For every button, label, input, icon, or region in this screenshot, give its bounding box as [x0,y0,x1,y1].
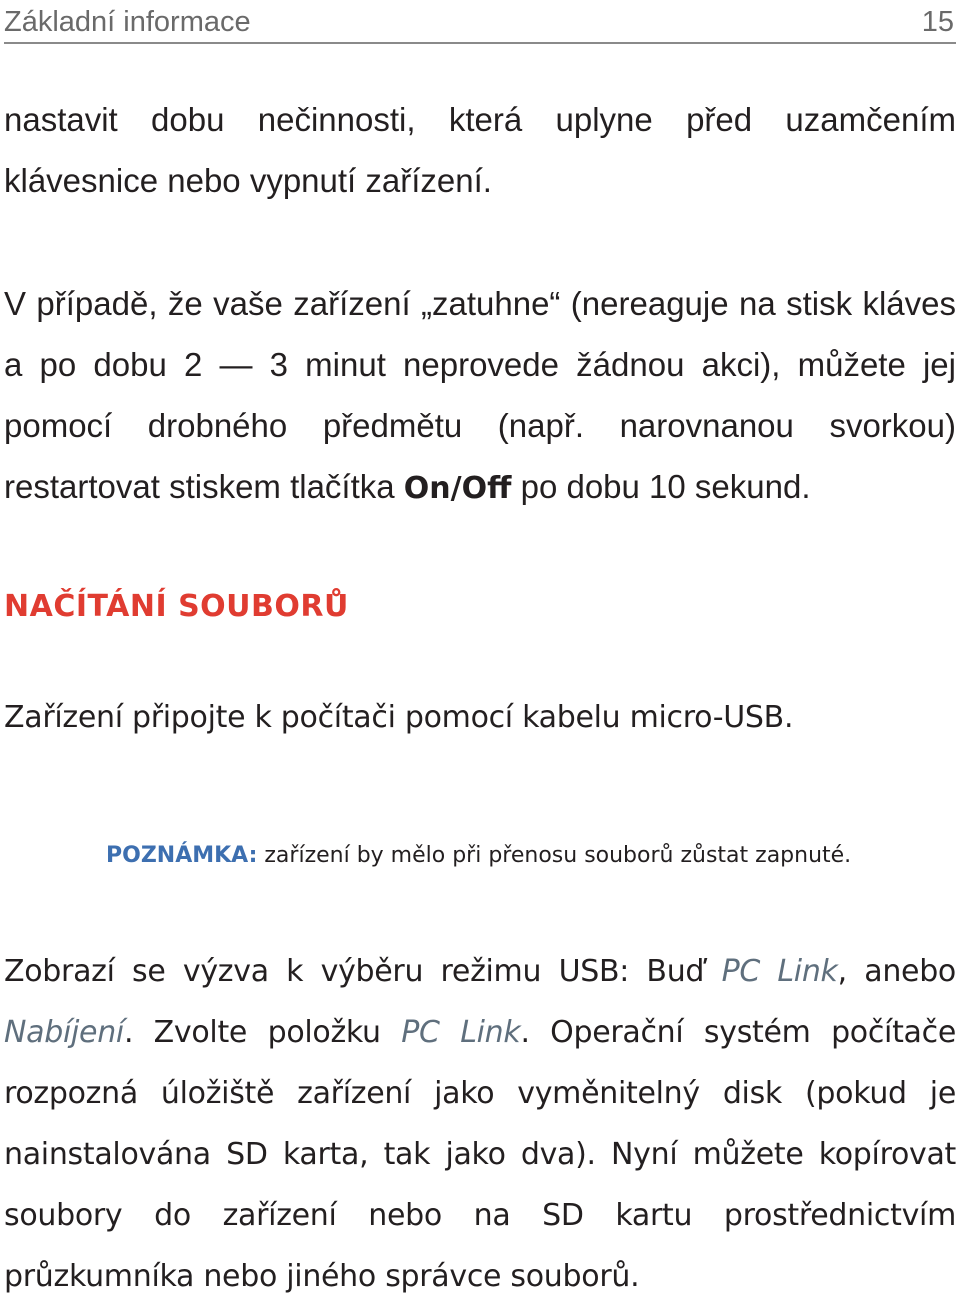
header-divider [4,42,956,44]
page-number: 15 [921,5,954,38]
paragraph-connect-text: Zařízení připojte k počítači pomocí kabelu micro-USB. [4,700,794,735]
note-label: POZNÁMKA: [106,843,258,868]
paragraph-inactivity [4,89,956,211]
section-heading-loading-files: NAČÍTÁNÍ SOUBORŮ [4,589,349,624]
paragraph-reset [4,273,956,519]
paragraph-usb-mode-part4: . Operační systém počítače rozpozná úložiště zařízení jako vyměnitelný disk (pokud je nainstalována SD karta, tak jako dva). Nyní můžete kopírovat soubory do zařízení nebo na SD kartu prostřednictvím průzkumníka nebo jiného správce souborů. [4,1015,956,1294]
paragraph-usb-mode [4,941,956,1307]
option-pc-link: PC Link [721,954,838,989]
option-pc-link-again: PC Link [401,1015,521,1050]
option-charging: Nabíjení [4,1015,124,1050]
paragraph-usb-mode-part2: , anebo [837,954,956,989]
paragraph-usb-mode-part1: Zobrazí se výzva k výběru režimu USB: Buď [4,954,722,989]
paragraph-connect [4,687,956,748]
paragraph-inactivity-text: nastavit dobu nečinnosti, která uplyne před uzamčením klávesnice nebo vypnutí zařízení. [4,101,956,199]
paragraph-reset-text-after: po dobu 10 sekund. [511,468,811,505]
paragraph-usb-mode-part3: . Zvolte položku [123,1015,402,1050]
header-section-title: Základní informace [4,5,251,38]
running-header [4,2,954,42]
paragraph-reset-text-before: V případě, že vaše zařízení „zatuhne“ (nereaguje na stisk kláves a po dobu 2 — 3 minut neprovede žádnou akci), můžete jej pomocí drobného předmětu (např. narovnanou svorkou) restartovat stiskem tlačítka [4,285,956,505]
on-off-button-name: On/Off [403,471,512,506]
note [106,832,956,880]
note-text: zařízení by mělo při přenosu souborů zůstat zapnuté. [257,843,852,868]
